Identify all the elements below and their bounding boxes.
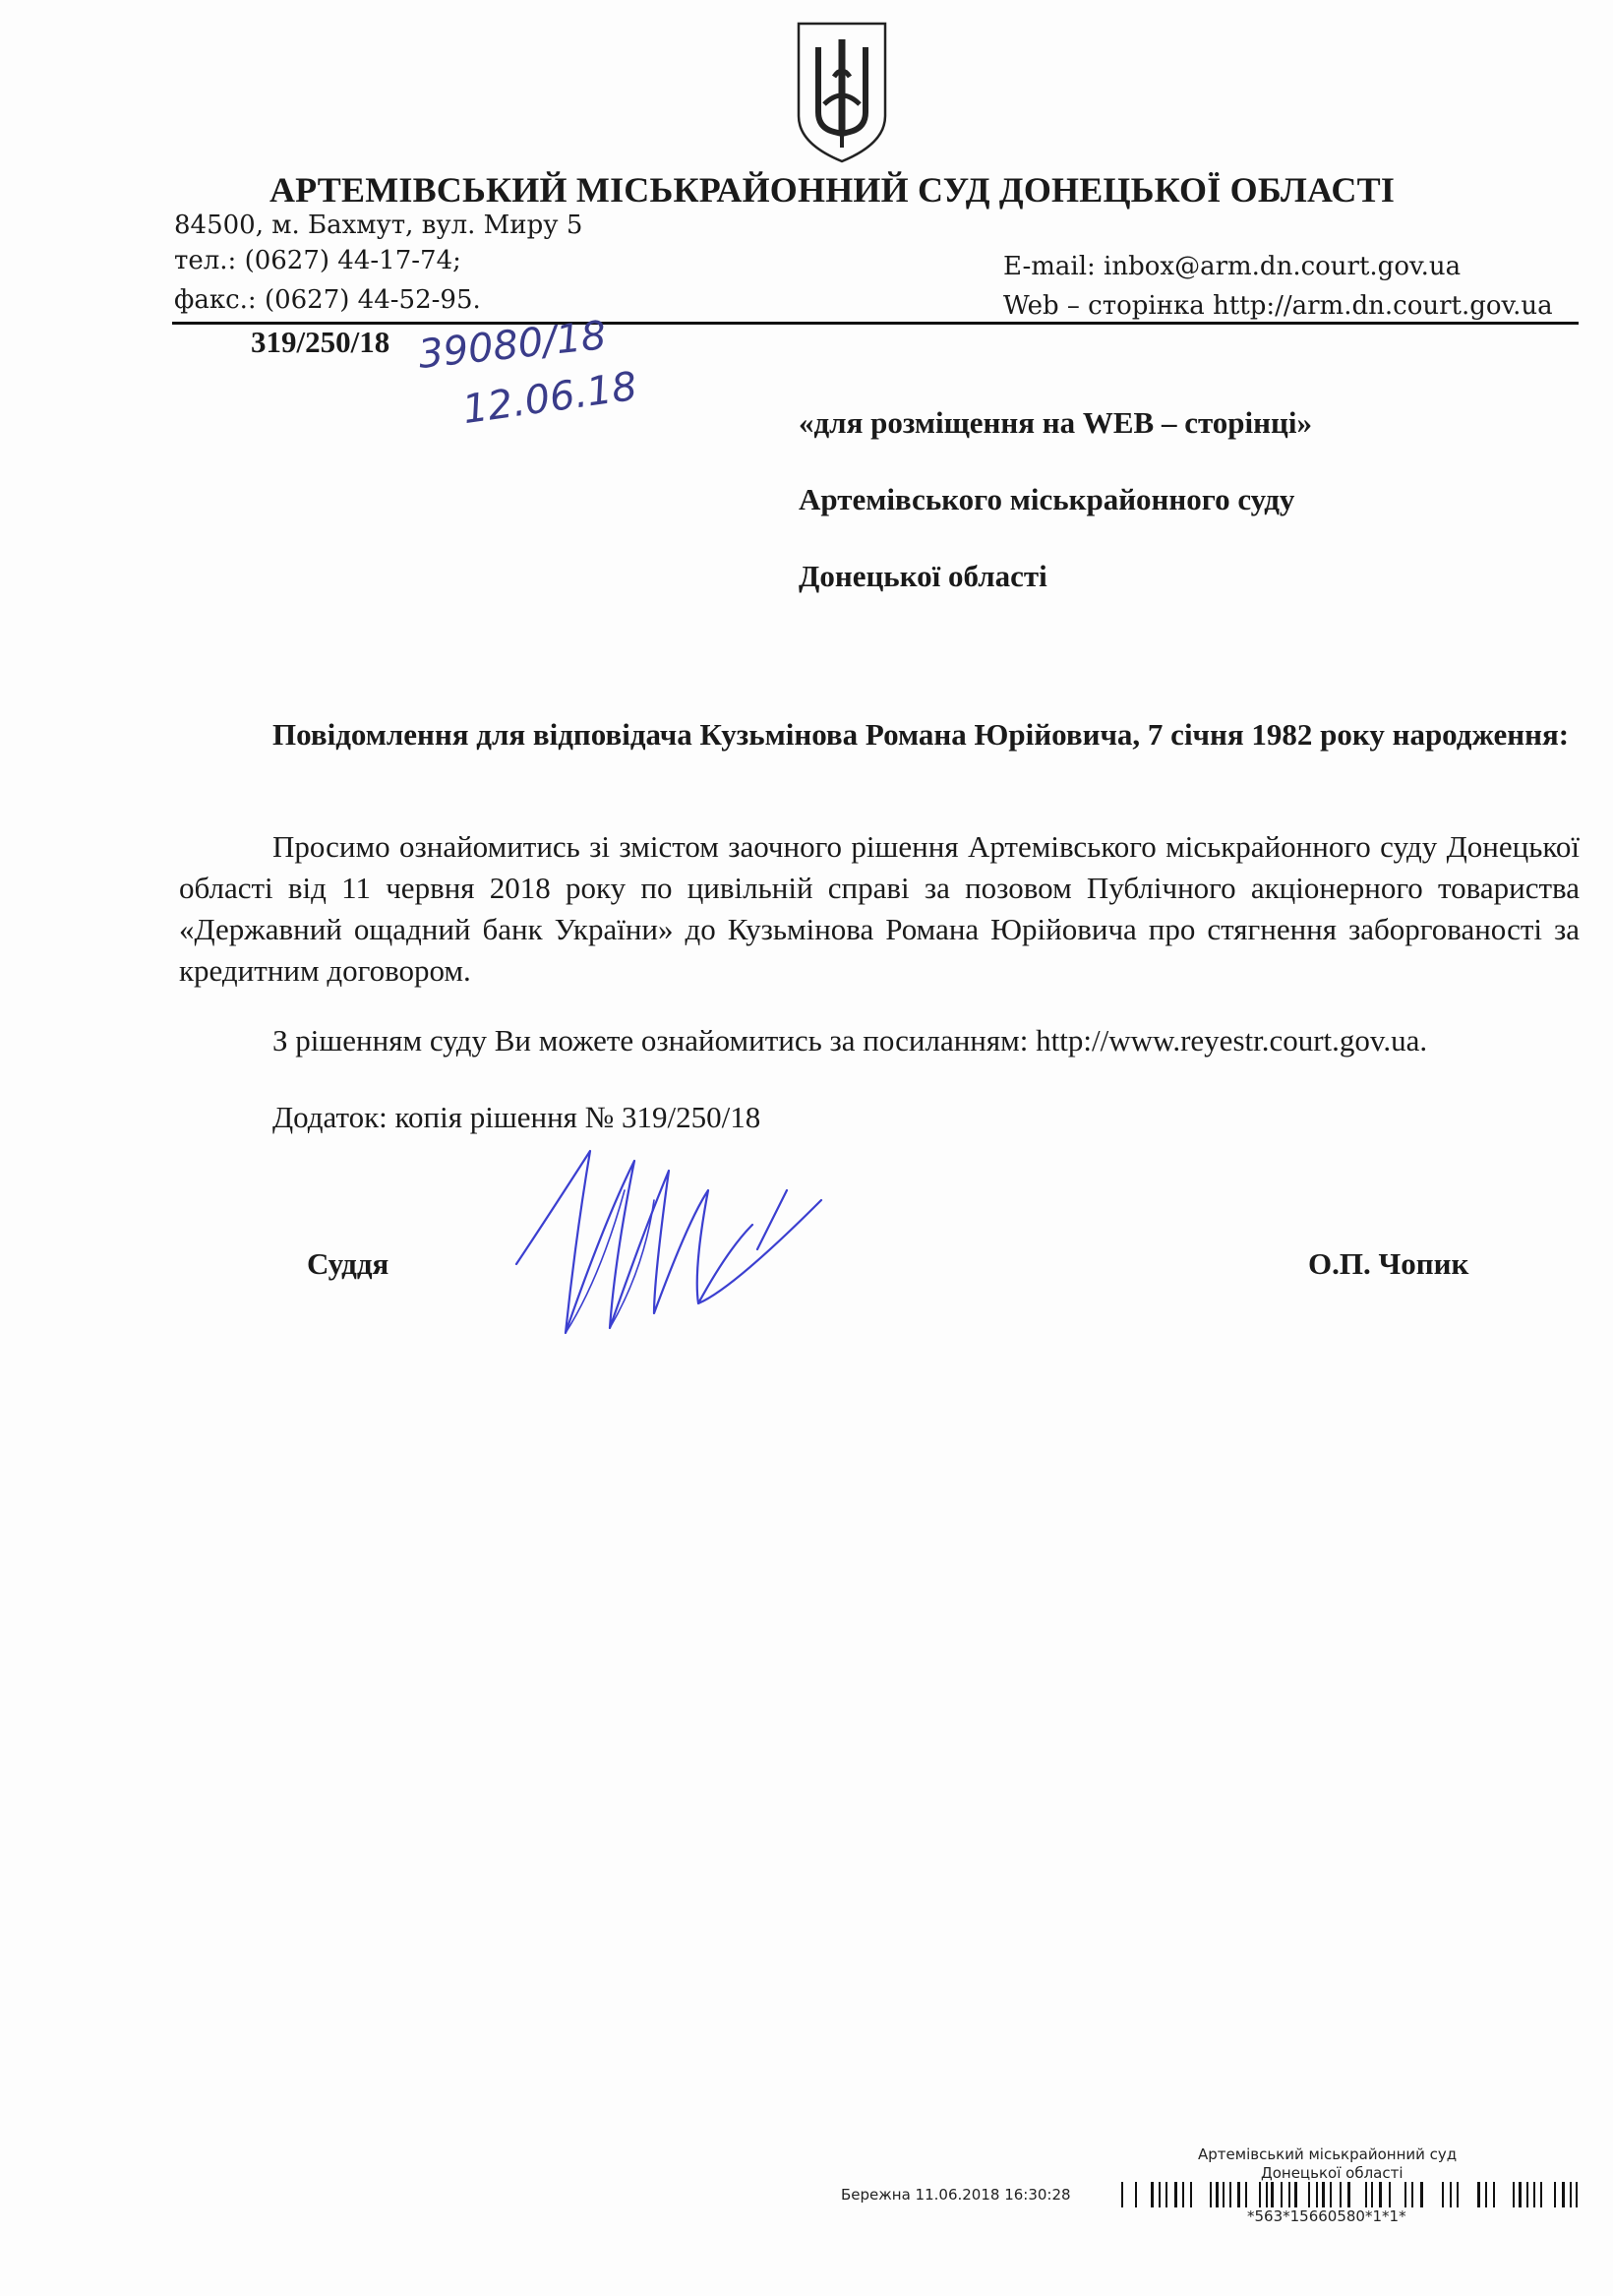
stamp-operator-datetime: Бережна 11.06.2018 16:30:28 — [841, 2186, 1071, 2204]
court-phone: тел.: (0627) 44-17-74; — [174, 246, 461, 275]
judge-role: Суддя — [307, 1246, 389, 1281]
case-reference-number: 319/250/18 — [251, 325, 390, 359]
coat-of-arms-icon — [795, 18, 889, 165]
court-email: E-mail: inbox@arm.dn.court.gov.ua — [1003, 252, 1462, 281]
notice-heading: Повідомлення для відповідача Кузьмінова Романа Юрійовича, 7 січня 1982 року народження: — [272, 717, 1570, 752]
handwritten-incoming-number: 39080/18 — [416, 313, 609, 378]
addressee-line-1: «для розміщення на WEB – сторінці» — [799, 405, 1312, 440]
request-paragraph: Просимо ознайомитись зі змістом заочного рішення Артемівського міськрайонного суду Донецької області від 11 червня 2018 року по цивільній справі за позовом Публічного акціонерного товариства «Державний ощадний банк України» до Кузьмінова Романа Юрійовича про стягнення заборгованості за кредитним договором. — [179, 829, 1580, 988]
court-address: 84500, м. Бахмут, вул. Миру 5 — [174, 211, 583, 240]
judge-signature-icon — [507, 1131, 831, 1348]
addressee-line-2: Артемівського міськрайонного суду — [799, 482, 1295, 516]
addressee-line-3: Донецької області — [799, 559, 1047, 593]
stamp-barcode-text: *563*15660580*1*1* — [1247, 2207, 1406, 2225]
attachment-line: Додаток: копія рішення № 319/250/18 — [272, 1100, 761, 1134]
stamp-court-line1: Артемівський міськрайонний суд — [1198, 2145, 1458, 2163]
judge-name: О.П. Чопик — [1308, 1246, 1469, 1281]
court-web: Web – сторінка http://arm.dn.court.gov.ua — [1003, 291, 1553, 321]
court-title: АРТЕМІВСЬКИЙ МІСЬКРАЙОННИЙ СУД ДОНЕЦЬКОЇ ОБЛАСТІ — [269, 170, 1396, 210]
handwritten-incoming-date: 12.06.18 — [459, 363, 640, 434]
link-line: З рішенням суду Ви можете ознайомитись за посиланням: http://www.reyestr.court.gov.ua. — [272, 1023, 1428, 1057]
court-fax: факс.: (0627) 44-52-95. — [174, 285, 481, 315]
stamp-court-line2: Донецької області — [1261, 2164, 1404, 2182]
registration-barcode-icon — [1121, 2180, 1579, 2209]
